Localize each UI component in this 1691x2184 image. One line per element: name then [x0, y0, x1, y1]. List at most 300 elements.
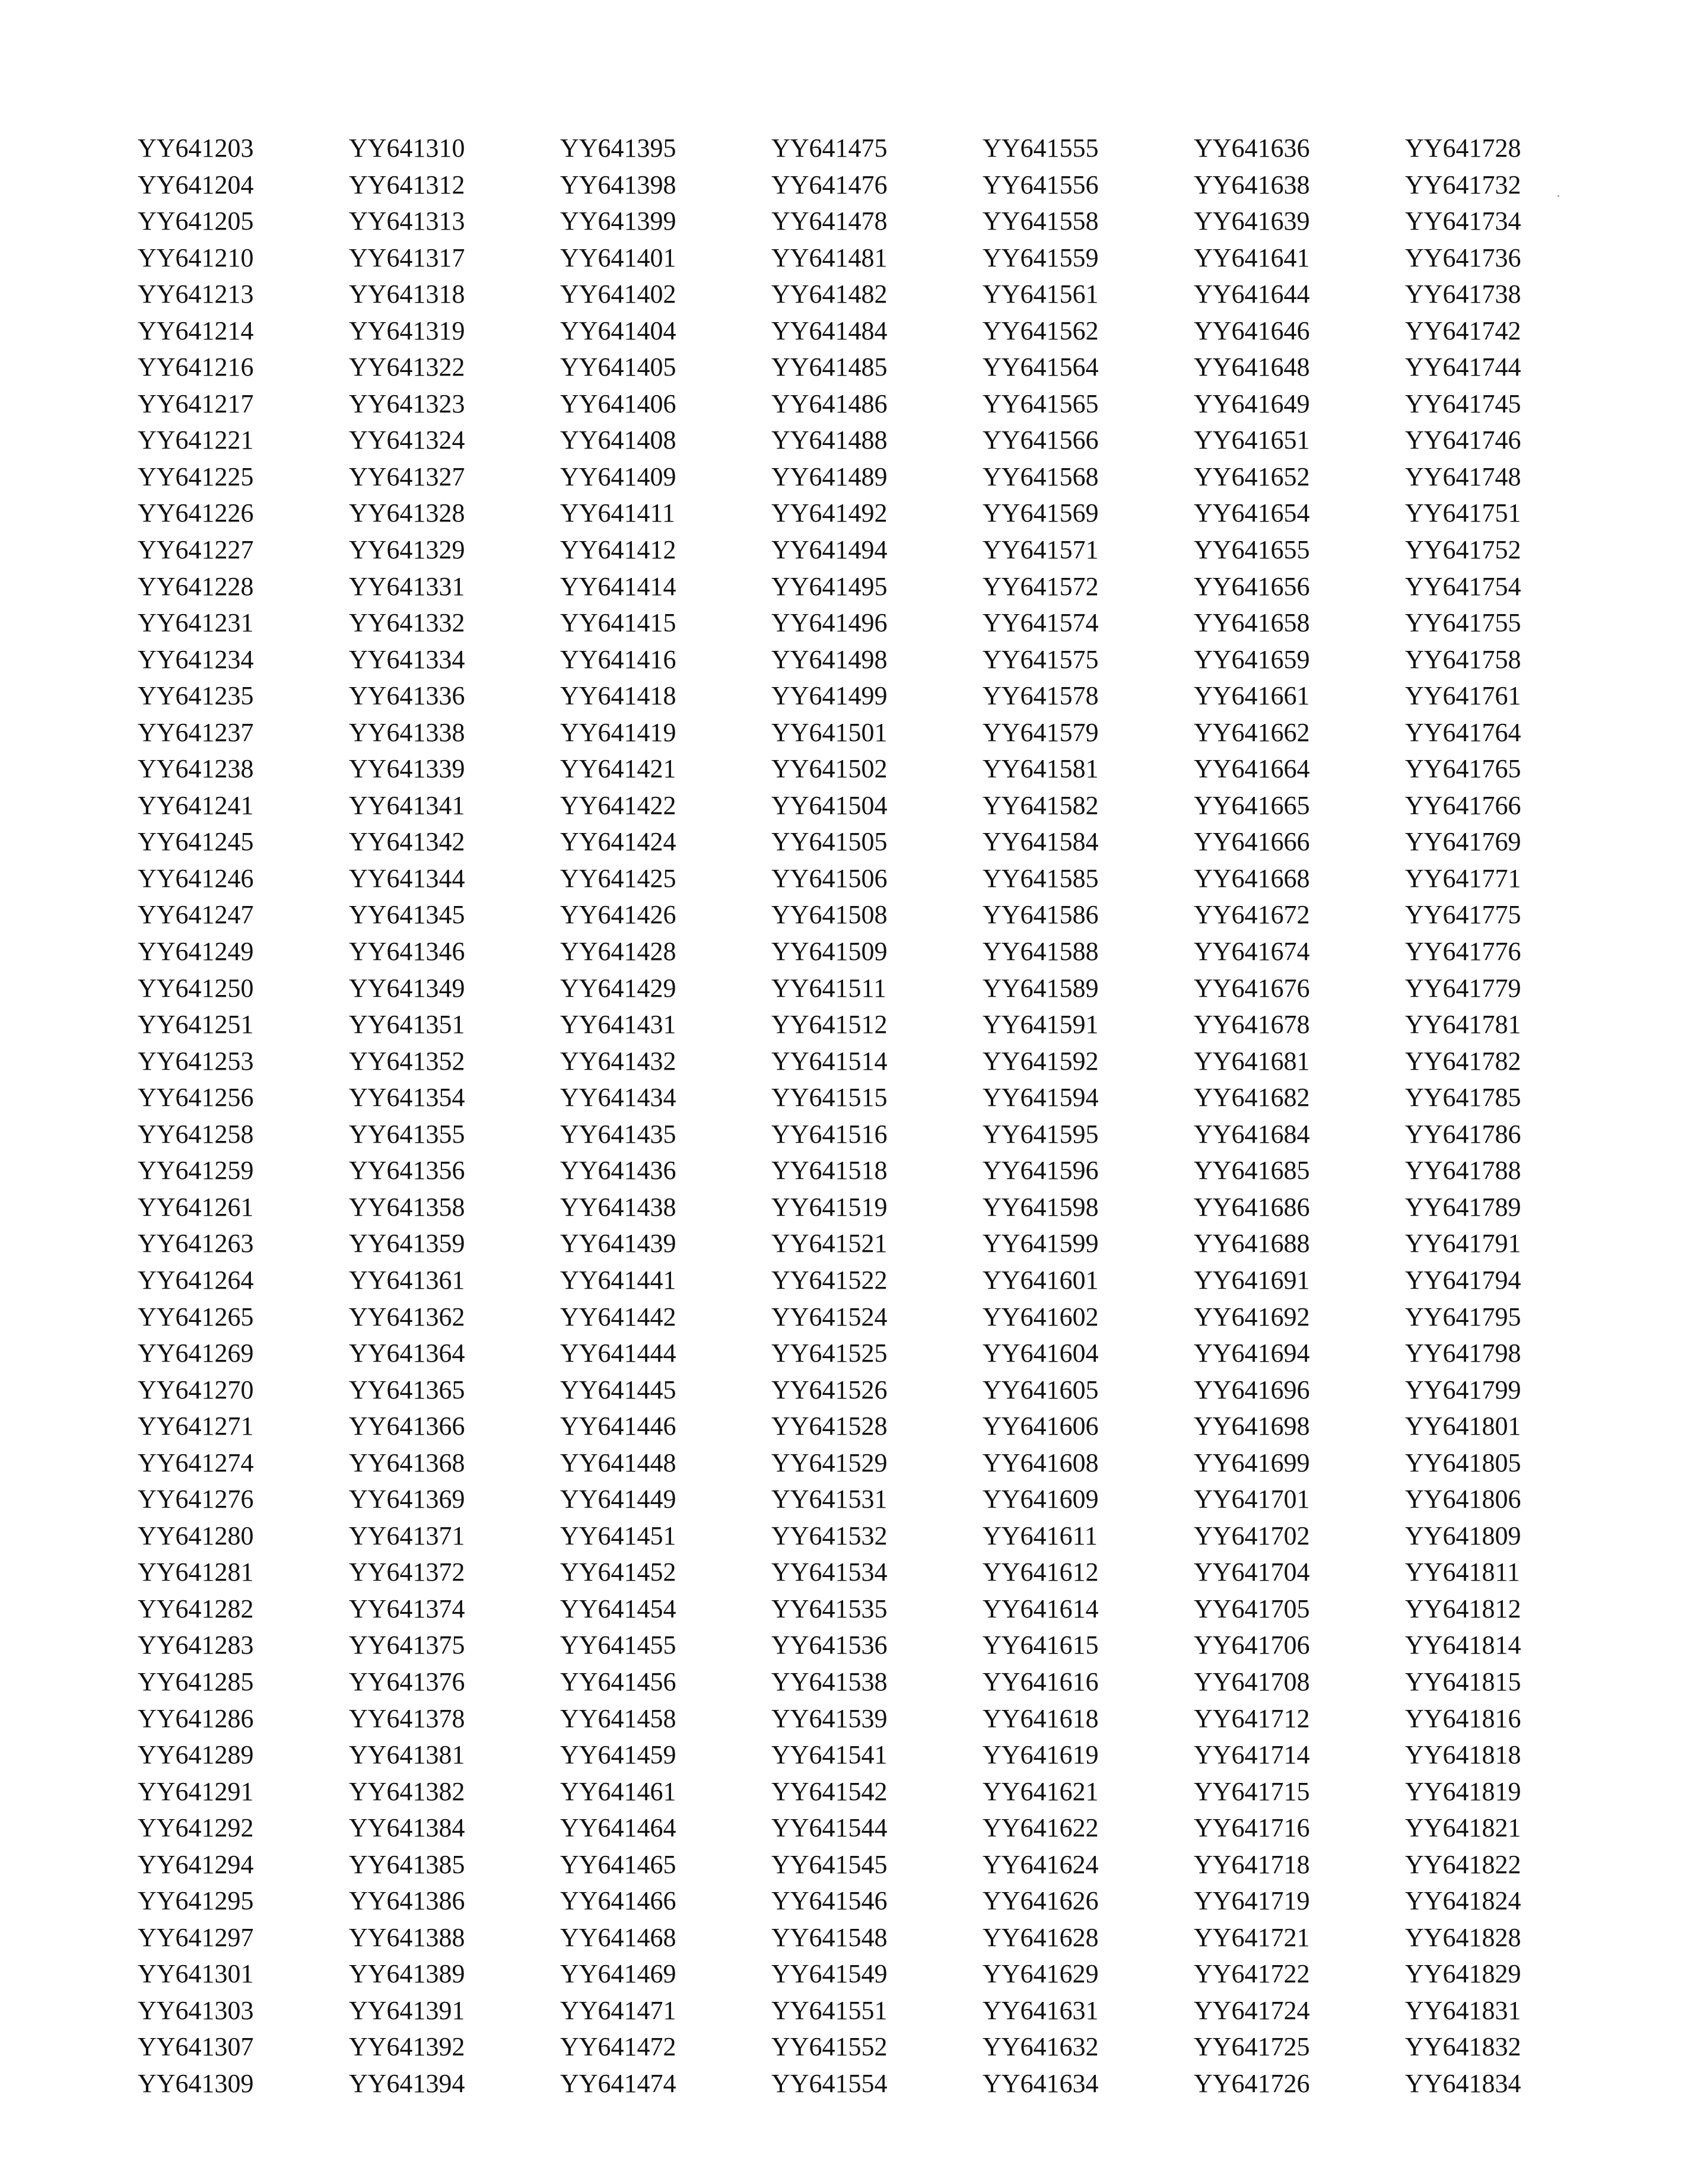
code-entry: YY641571 [983, 535, 1099, 565]
code-entry: YY641594 [983, 1083, 1099, 1112]
code-entry: YY641665 [1194, 790, 1310, 820]
code-entry: YY641555 [983, 133, 1099, 163]
code-entry: YY641452 [560, 1557, 676, 1587]
code-entry: YY641253 [138, 1046, 254, 1076]
code-entry: YY641682 [1194, 1083, 1310, 1112]
code-entry: YY641694 [1194, 1339, 1310, 1368]
code-entry: YY641782 [1405, 1046, 1521, 1076]
code-entry: YY641639 [1194, 206, 1310, 236]
code-entry: YY641712 [1194, 1703, 1310, 1733]
code-entry: YY641261 [138, 1192, 254, 1222]
code-entry: YY641332 [349, 608, 465, 638]
code-entry: YY641465 [560, 1849, 676, 1879]
code-entry: YY641655 [1194, 535, 1310, 565]
code-entry: YY641474 [560, 2068, 676, 2098]
code-entry: YY641685 [1194, 1156, 1310, 1185]
code-entry: YY641704 [1194, 1557, 1310, 1587]
code-entry: YY641591 [983, 1010, 1099, 1039]
code-entry: YY641251 [138, 1010, 254, 1039]
code-entry: YY641361 [349, 1265, 465, 1295]
code-entry: YY641552 [771, 2032, 888, 2062]
code-column-1 [138, 130, 349, 2102]
code-entry: YY641799 [1405, 1375, 1521, 1404]
code-entry: YY641435 [560, 1119, 676, 1149]
code-entry: YY641631 [983, 1995, 1099, 2025]
code-entry: YY641708 [1194, 1667, 1310, 1696]
code-entry: YY641541 [771, 1740, 888, 1770]
code-entry: YY641432 [560, 1046, 676, 1076]
code-entry: YY641263 [138, 1229, 254, 1258]
code-entry: YY641755 [1405, 608, 1521, 638]
code-entry: YY641794 [1405, 1265, 1521, 1295]
code-entry: YY641301 [138, 1959, 254, 1989]
code-entry: YY641549 [771, 1959, 888, 1989]
code-entry: YY641764 [1405, 717, 1521, 747]
code-entry: YY641614 [983, 1594, 1099, 1623]
code-entry: YY641246 [138, 863, 254, 893]
code-entry: YY641484 [771, 316, 888, 345]
code-entry: YY641312 [349, 170, 465, 199]
code-entry: YY641371 [349, 1521, 465, 1550]
code-entry: YY641412 [560, 535, 676, 565]
code-entry: YY641228 [138, 571, 254, 601]
code-entry: YY641761 [1405, 681, 1521, 711]
code-entry: YY641351 [349, 1010, 465, 1039]
code-entry: YY641341 [349, 790, 465, 820]
code-entry: YY641405 [560, 352, 676, 382]
code-entry: YY641588 [983, 937, 1099, 967]
code-entry: YY641575 [983, 644, 1099, 674]
code-entry: YY641696 [1194, 1375, 1310, 1404]
code-entry: YY641205 [138, 206, 254, 236]
code-entry: YY641461 [560, 1776, 676, 1806]
code-entry: YY641829 [1405, 1959, 1521, 1989]
code-entry: YY641714 [1194, 1740, 1310, 1770]
code-entry: YY641805 [1405, 1448, 1521, 1477]
code-entry: YY641394 [349, 2068, 465, 2098]
code-entry: YY641382 [349, 1776, 465, 1806]
code-entry: YY641692 [1194, 1302, 1310, 1331]
code-entry: YY641508 [771, 900, 888, 930]
code-entry: YY641581 [983, 754, 1099, 784]
code-entry: YY641786 [1405, 1119, 1521, 1149]
code-entry: YY641745 [1405, 389, 1521, 418]
code-entry: YY641235 [138, 681, 254, 711]
code-entry: YY641664 [1194, 754, 1310, 784]
code-entry: YY641358 [349, 1192, 465, 1222]
code-entry: YY641619 [983, 1740, 1099, 1770]
code-entry: YY641376 [349, 1667, 465, 1696]
code-entry: YY641834 [1405, 2068, 1521, 2098]
code-entry: YY641699 [1194, 1448, 1310, 1477]
code-entry: YY641281 [138, 1557, 254, 1587]
code-entry: YY641226 [138, 498, 254, 528]
code-entry: YY641628 [983, 1922, 1099, 1952]
code-entry: YY641227 [138, 535, 254, 565]
code-entry: YY641247 [138, 900, 254, 930]
code-entry: YY641466 [560, 1886, 676, 1916]
code-entry: YY641651 [1194, 425, 1310, 455]
code-entry: YY641598 [983, 1192, 1099, 1222]
code-entry: YY641582 [983, 790, 1099, 820]
code-entry: YY641811 [1405, 1557, 1520, 1587]
code-entry: YY641522 [771, 1265, 888, 1295]
code-entry: YY641324 [349, 425, 465, 455]
code-entry: YY641648 [1194, 352, 1310, 382]
code-entry: YY641408 [560, 425, 676, 455]
code-entry: YY641634 [983, 2068, 1099, 2098]
code-entry: YY641584 [983, 827, 1099, 857]
code-entry: YY641270 [138, 1375, 254, 1404]
code-entry: YY641789 [1405, 1192, 1521, 1222]
code-entry: YY641831 [1405, 1995, 1521, 2025]
code-entry: YY641815 [1405, 1667, 1521, 1696]
code-entry: YY641286 [138, 1703, 254, 1733]
code-entry: YY641399 [560, 206, 676, 236]
code-entry: YY641824 [1405, 1886, 1521, 1916]
code-entry: YY641514 [771, 1046, 888, 1076]
code-entry: YY641445 [560, 1375, 676, 1404]
code-entry: YY641605 [983, 1375, 1099, 1404]
code-entry: YY641391 [349, 1995, 465, 2025]
code-entry: YY641528 [771, 1412, 888, 1441]
code-entry: YY641641 [1194, 243, 1310, 272]
code-entry: YY641265 [138, 1302, 254, 1331]
code-entry: YY641732 [1405, 170, 1521, 199]
code-entry: YY641441 [560, 1265, 676, 1295]
code-entry: YY641225 [138, 462, 254, 491]
code-entry: YY641736 [1405, 243, 1521, 272]
code-entry: YY641722 [1194, 1959, 1310, 1989]
code-entry: YY641795 [1405, 1302, 1521, 1331]
code-entry: YY641421 [560, 754, 676, 784]
code-entry: YY641656 [1194, 571, 1310, 601]
code-entry: YY641649 [1194, 389, 1310, 418]
code-entry: YY641505 [771, 827, 888, 857]
code-entry: YY641217 [138, 389, 254, 418]
code-entry: YY641691 [1194, 1265, 1310, 1295]
code-entry: YY641259 [138, 1156, 254, 1185]
code-entry: YY641425 [560, 863, 676, 893]
code-entry: YY641832 [1405, 2032, 1521, 2062]
code-entry: YY641476 [771, 170, 888, 199]
code-entry: YY641489 [771, 462, 888, 491]
code-entry: YY641548 [771, 1922, 888, 1952]
code-entry: YY641494 [771, 535, 888, 565]
code-entry: YY641705 [1194, 1594, 1310, 1623]
code-entry: YY641706 [1194, 1630, 1310, 1660]
code-entry: YY641595 [983, 1119, 1099, 1149]
code-entry: YY641672 [1194, 900, 1310, 930]
code-entry: YY641558 [983, 206, 1099, 236]
code-entry: YY641237 [138, 717, 254, 747]
code-entry: YY641512 [771, 1010, 888, 1039]
code-entry: YY641684 [1194, 1119, 1310, 1149]
code-entry: YY641785 [1405, 1083, 1521, 1112]
code-entry: YY641446 [560, 1412, 676, 1441]
code-entry: YY641666 [1194, 827, 1310, 857]
code-entry: YY641716 [1194, 1813, 1310, 1843]
code-entry: YY641661 [1194, 681, 1310, 711]
code-entry: YY641422 [560, 790, 676, 820]
code-entry: YY641504 [771, 790, 888, 820]
code-entry: YY641616 [983, 1667, 1099, 1696]
code-entry: YY641366 [349, 1412, 465, 1441]
code-entry: YY641231 [138, 608, 254, 638]
code-entry: YY641816 [1405, 1703, 1521, 1733]
code-entry: YY641596 [983, 1156, 1099, 1185]
code-entry: YY641626 [983, 1886, 1099, 1916]
code-entry: YY641821 [1405, 1813, 1521, 1843]
code-entry: YY641748 [1405, 462, 1521, 491]
code-entry: YY641554 [771, 2068, 888, 2098]
code-entry: YY641250 [138, 973, 254, 1003]
code-entry: YY641526 [771, 1375, 888, 1404]
code-entry: YY641529 [771, 1448, 888, 1477]
code-column-3 [560, 130, 771, 2102]
code-entry: YY641386 [349, 1886, 465, 1916]
code-entry: YY641586 [983, 900, 1099, 930]
code-column-2 [349, 130, 560, 2102]
code-entry: YY641629 [983, 1959, 1099, 1989]
code-entry: YY641771 [1405, 863, 1521, 893]
code-entry: YY641468 [560, 1922, 676, 1952]
code-entry: YY641738 [1405, 279, 1521, 309]
code-entry: YY641506 [771, 863, 888, 893]
code-entry: YY641801 [1405, 1412, 1521, 1441]
code-entry: YY641369 [349, 1484, 465, 1514]
code-entry: YY641478 [771, 206, 888, 236]
code-entry: YY641395 [560, 133, 676, 163]
code-entry: YY641392 [349, 2032, 465, 2062]
code-entry: YY641307 [138, 2032, 254, 2062]
code-entry: YY641654 [1194, 498, 1310, 528]
code-entry: YY641444 [560, 1339, 676, 1368]
code-entry: YY641362 [349, 1302, 465, 1331]
code-entry: YY641572 [983, 571, 1099, 601]
code-entry: YY641602 [983, 1302, 1099, 1331]
code-entry: YY641659 [1194, 644, 1310, 674]
code-entry: YY641472 [560, 2032, 676, 2062]
code-entry: YY641769 [1405, 827, 1521, 857]
code-entry: YY641434 [560, 1083, 676, 1112]
code-entry: YY641344 [349, 863, 465, 893]
code-entry: YY641398 [560, 170, 676, 199]
code-entry: YY641569 [983, 498, 1099, 528]
code-entry: YY641486 [771, 389, 888, 418]
code-entry: YY641765 [1405, 754, 1521, 784]
code-entry: YY641498 [771, 644, 888, 674]
code-entry: YY641622 [983, 1813, 1099, 1843]
code-entry: YY641355 [349, 1119, 465, 1149]
code-entry: YY641612 [983, 1557, 1099, 1587]
code-entry: YY641339 [349, 754, 465, 784]
code-entry: YY641701 [1194, 1484, 1310, 1514]
code-entry: YY641496 [771, 608, 888, 638]
code-entry: YY641681 [1194, 1046, 1310, 1076]
code-entry: YY641295 [138, 1886, 254, 1916]
code-entry: YY641822 [1405, 1849, 1521, 1879]
code-entry: YY641674 [1194, 937, 1310, 967]
code-entry: YY641806 [1405, 1484, 1521, 1514]
code-entry: YY641431 [560, 1010, 676, 1039]
code-entry: YY641438 [560, 1192, 676, 1222]
code-entry: YY641495 [771, 571, 888, 601]
code-entry: YY641485 [771, 352, 888, 382]
code-entry: YY641216 [138, 352, 254, 382]
scan-speck [1558, 195, 1559, 197]
code-entry: YY641454 [560, 1594, 676, 1623]
code-entry: YY641419 [560, 717, 676, 747]
code-entry: YY641515 [771, 1083, 888, 1112]
code-entry: YY641539 [771, 1703, 888, 1733]
code-entry: YY641385 [349, 1849, 465, 1879]
code-entry: YY641601 [983, 1265, 1099, 1295]
code-entry: YY641525 [771, 1339, 888, 1368]
code-entry: YY641698 [1194, 1412, 1310, 1441]
code-entry: YY641258 [138, 1119, 254, 1149]
code-entry: YY641724 [1194, 1995, 1310, 2025]
code-entry: YY641401 [560, 243, 676, 272]
code-entry: YY641551 [771, 1995, 888, 2025]
code-entry: YY641521 [771, 1229, 888, 1258]
code-entry: YY641269 [138, 1339, 254, 1368]
code-entry: YY641451 [560, 1521, 676, 1550]
code-entry: YY641359 [349, 1229, 465, 1258]
code-entry: YY641285 [138, 1667, 254, 1696]
code-entry: YY641384 [349, 1813, 465, 1843]
code-entry: YY641327 [349, 462, 465, 491]
code-entry: YY641455 [560, 1630, 676, 1660]
code-entry: YY641283 [138, 1630, 254, 1660]
code-entry: YY641203 [138, 133, 254, 163]
code-entry: YY641475 [771, 133, 888, 163]
code-entry: YY641592 [983, 1046, 1099, 1076]
code-entry: YY641404 [560, 316, 676, 345]
code-entry: YY641318 [349, 279, 465, 309]
code-entry: YY641788 [1405, 1156, 1521, 1185]
code-entry: YY641532 [771, 1521, 888, 1550]
code-entry: YY641331 [349, 571, 465, 601]
code-entry: YY641719 [1194, 1886, 1310, 1916]
code-entry: YY641414 [560, 571, 676, 601]
code-entry: YY641303 [138, 1995, 254, 2025]
code-entry: YY641542 [771, 1776, 888, 1806]
code-entry: YY641518 [771, 1156, 888, 1185]
code-entry: YY641668 [1194, 863, 1310, 893]
code-entry: YY641354 [349, 1083, 465, 1112]
code-entry: YY641561 [983, 279, 1099, 309]
code-entry: YY641334 [349, 644, 465, 674]
code-entry: YY641609 [983, 1484, 1099, 1514]
code-entry: YY641809 [1405, 1521, 1521, 1550]
code-entry: YY641389 [349, 1959, 465, 1989]
code-entry: YY641535 [771, 1594, 888, 1623]
code-entry: YY641471 [560, 1995, 676, 2025]
code-entry: YY641388 [349, 1922, 465, 1952]
code-entry: YY641574 [983, 608, 1099, 638]
code-entry: YY641294 [138, 1849, 254, 1879]
code-entry: YY641565 [983, 389, 1099, 418]
code-entry: YY641589 [983, 973, 1099, 1003]
code-entry: YY641374 [349, 1594, 465, 1623]
code-entry: YY641442 [560, 1302, 676, 1331]
code-entry: YY641241 [138, 790, 254, 820]
code-entry: YY641754 [1405, 571, 1521, 601]
code-entry: YY641458 [560, 1703, 676, 1733]
code-entry: YY641511 [771, 973, 886, 1003]
code-entry: YY641534 [771, 1557, 888, 1587]
code-entry: YY641611 [983, 1521, 1098, 1550]
code-column-6 [1194, 130, 1405, 2102]
code-entry: YY641766 [1405, 790, 1521, 820]
code-entry: YY641221 [138, 425, 254, 455]
code-entry: YY641329 [349, 535, 465, 565]
code-entry: YY641291 [138, 1776, 254, 1806]
code-entry: YY641482 [771, 279, 888, 309]
code-entry: YY641721 [1194, 1922, 1310, 1952]
code-entry: YY641726 [1194, 2068, 1310, 2098]
code-entry: YY641372 [349, 1557, 465, 1587]
code-entry: YY641621 [983, 1776, 1099, 1806]
code-entry: YY641352 [349, 1046, 465, 1076]
code-entry: YY641310 [349, 133, 465, 163]
code-entry: YY641606 [983, 1412, 1099, 1441]
code-column-4 [771, 130, 983, 2102]
code-entry: YY641678 [1194, 1010, 1310, 1039]
code-entry: YY641604 [983, 1339, 1099, 1368]
code-entry: YY641264 [138, 1265, 254, 1295]
code-entry: YY641751 [1405, 498, 1521, 528]
code-entry: YY641204 [138, 170, 254, 199]
code-entry: YY641249 [138, 937, 254, 967]
code-entry: YY641245 [138, 827, 254, 857]
code-entry: YY641688 [1194, 1229, 1310, 1258]
code-entry: YY641424 [560, 827, 676, 857]
code-entry: YY641742 [1405, 316, 1521, 345]
code-entry: YY641464 [560, 1813, 676, 1843]
code-entry: YY641322 [349, 352, 465, 382]
code-entry: YY641615 [983, 1630, 1099, 1660]
code-entry: YY641238 [138, 754, 254, 784]
code-entry: YY641456 [560, 1667, 676, 1696]
code-entry: YY641734 [1405, 206, 1521, 236]
code-entry: YY641448 [560, 1448, 676, 1477]
code-entry: YY641608 [983, 1448, 1099, 1477]
code-entry: YY641746 [1405, 425, 1521, 455]
code-entry: YY641214 [138, 316, 254, 345]
code-entry: YY641375 [349, 1630, 465, 1660]
code-entry: YY641776 [1405, 937, 1521, 967]
code-entry: YY641356 [349, 1156, 465, 1185]
code-entry: YY641439 [560, 1229, 676, 1258]
code-entry: YY641579 [983, 717, 1099, 747]
code-entry: YY641779 [1405, 973, 1521, 1003]
code-entry: YY641662 [1194, 717, 1310, 747]
code-entry: YY641791 [1405, 1229, 1521, 1258]
code-entry: YY641428 [560, 937, 676, 967]
code-entry: YY641538 [771, 1667, 888, 1696]
code-entry: YY641509 [771, 937, 888, 967]
code-entry: YY641345 [349, 900, 465, 930]
code-entry: YY641429 [560, 973, 676, 1003]
code-entry: YY641328 [349, 498, 465, 528]
code-entry: YY641566 [983, 425, 1099, 455]
code-entry: YY641342 [349, 827, 465, 857]
code-entry: YY641728 [1405, 133, 1521, 163]
code-entry: YY641210 [138, 243, 254, 272]
code-entry: YY641636 [1194, 133, 1310, 163]
